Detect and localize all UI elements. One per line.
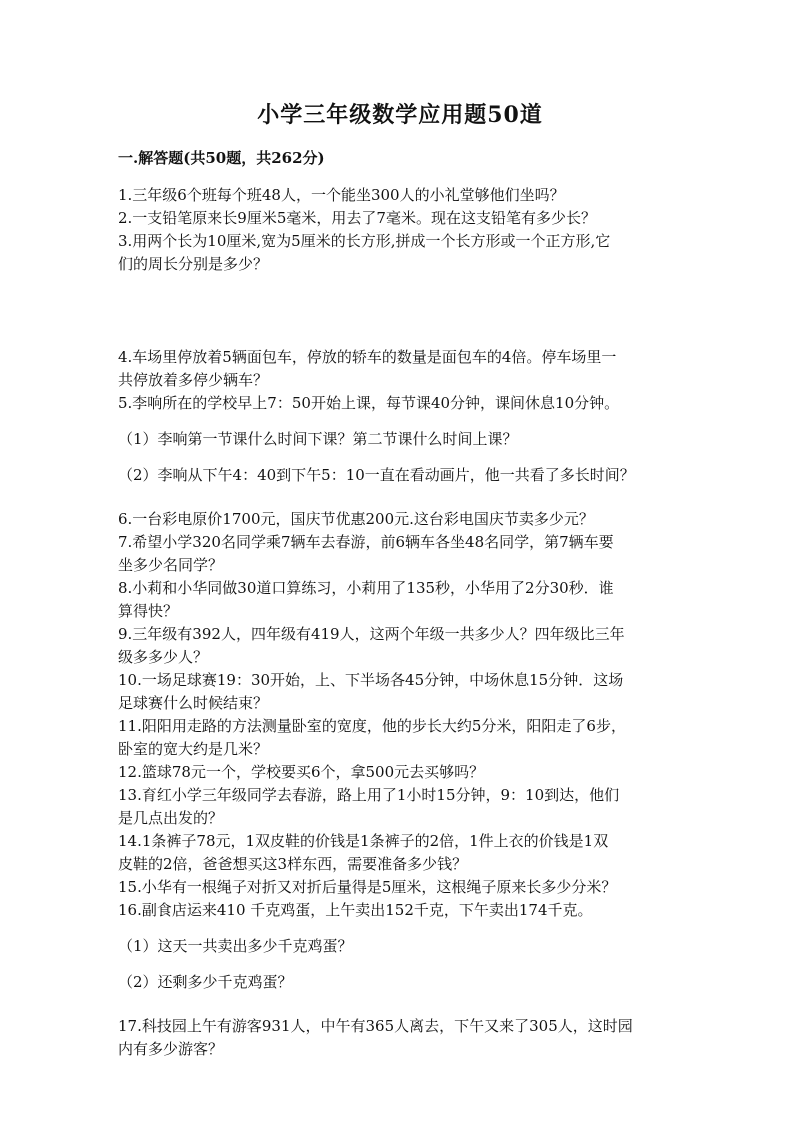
question-11-cont: 卧室的宽大约是几米？: [118, 740, 269, 758]
question-11: 11.阳阳用走路的方法测量卧室的宽度，他的步长大约5分米，阳阳走了6步，: [118, 717, 626, 735]
question-10-cont: 足球赛什么时候结束？: [118, 694, 269, 712]
page-title: 小学三年级数学应用题50道: [257, 102, 543, 128]
question-7-cont: 坐多少名同学？: [118, 556, 224, 574]
question-list: [118, 184, 678, 1061]
question-2: 2.一支铅笔原来长9厘米5毫米，用去了7毫米。现在这支铅笔有多少长？: [118, 209, 596, 227]
question-15: 15.小华有一根绳子对折又对折后量得是5厘米，这根绳子原来长多少分米？: [118, 878, 617, 896]
question-9-cont: 级多多少人？: [118, 648, 209, 666]
question-14: 14.1条裤子78元，1双皮鞋的价钱是1条裤子的2倍，1件上衣的价钱是1双: [118, 832, 609, 850]
question-8: 8.小莉和小华同做30道口算练习，小莉用了135秒，小华用了2分30秒．谁: [118, 579, 614, 597]
question-16: 16.副食店运来410 千克鸡蛋，上午卖出152千克，下午卖出174千克。: [118, 901, 593, 919]
question-8-cont: 算得快？: [118, 602, 179, 620]
question-12: 12.篮球78元一个，学校要买6个，拿500元去买够吗？: [118, 763, 485, 781]
question-5: 5.李响所在的学校早上7：50开始上课，每节课40分钟，课间休息10分钟。: [118, 394, 620, 412]
question-3: 3.用两个长为10厘米,宽为5厘米的长方形,拼成一个长方形或一个正方形,它: [118, 232, 611, 250]
spacer: [118, 1007, 678, 1015]
question-4-cont: 共停放着多停少辆车？: [118, 371, 269, 389]
section-header: 一.解答题(共50题，共262分): [118, 149, 325, 167]
spacer: [118, 500, 678, 508]
question-16-part-1: （1）这天一共卖出多少千克鸡蛋？: [118, 937, 353, 955]
question-16-part-2: （2）还剩多少千克鸡蛋？: [118, 973, 293, 991]
question-1: 1.三年级6个班每个班48人，一个能坐300人的小礼堂够他们坐吗？: [118, 186, 565, 204]
question-9: 9.三年级有392人，四年级有419人，这两个年级一共多少人？四年级比三年: [118, 625, 625, 643]
question-10: 10.一场足球赛19：30开始，上、下半场各45分钟，中场休息15分钟．这场: [118, 671, 624, 689]
question-13: 13.育红小学三年级同学去春游，路上用了1小时15分钟，9：10到达，他们: [118, 786, 620, 804]
question-5-part-1: （1）李响第一节课什么时间下课？第二节课什么时间上课？: [118, 430, 518, 448]
question-6: 6.一台彩电原价1700元，国庆节优惠200元.这台彩电国庆节卖多少元？: [118, 510, 594, 528]
question-17-cont: 内有多少游客？: [118, 1040, 224, 1058]
question-7: 7.希望小学320名同学乘7辆车去春游，前6辆车各坐48名同学，第7辆车要: [118, 533, 614, 551]
answer-space: [118, 276, 678, 346]
question-4: 4.车场里停放着5辆面包车，停放的轿车的数量是面包车的4倍。停车场里一: [118, 348, 617, 366]
question-13-cont: 是几点出发的？: [118, 809, 224, 827]
question-3-cont: 们的周长分别是多少？: [118, 255, 269, 273]
question-17: 17.科技园上午有游客931人，中午有365人离去，下午又来了305人，这时园: [118, 1017, 633, 1035]
question-14-cont: 皮鞋的2倍，爸爸想买这3样东西，需要准备多少钱？: [118, 855, 468, 873]
question-5-part-2: （2）李响从下午4：40到下午5：10一直在看动画片，他一共看了多长时间？: [118, 466, 635, 484]
